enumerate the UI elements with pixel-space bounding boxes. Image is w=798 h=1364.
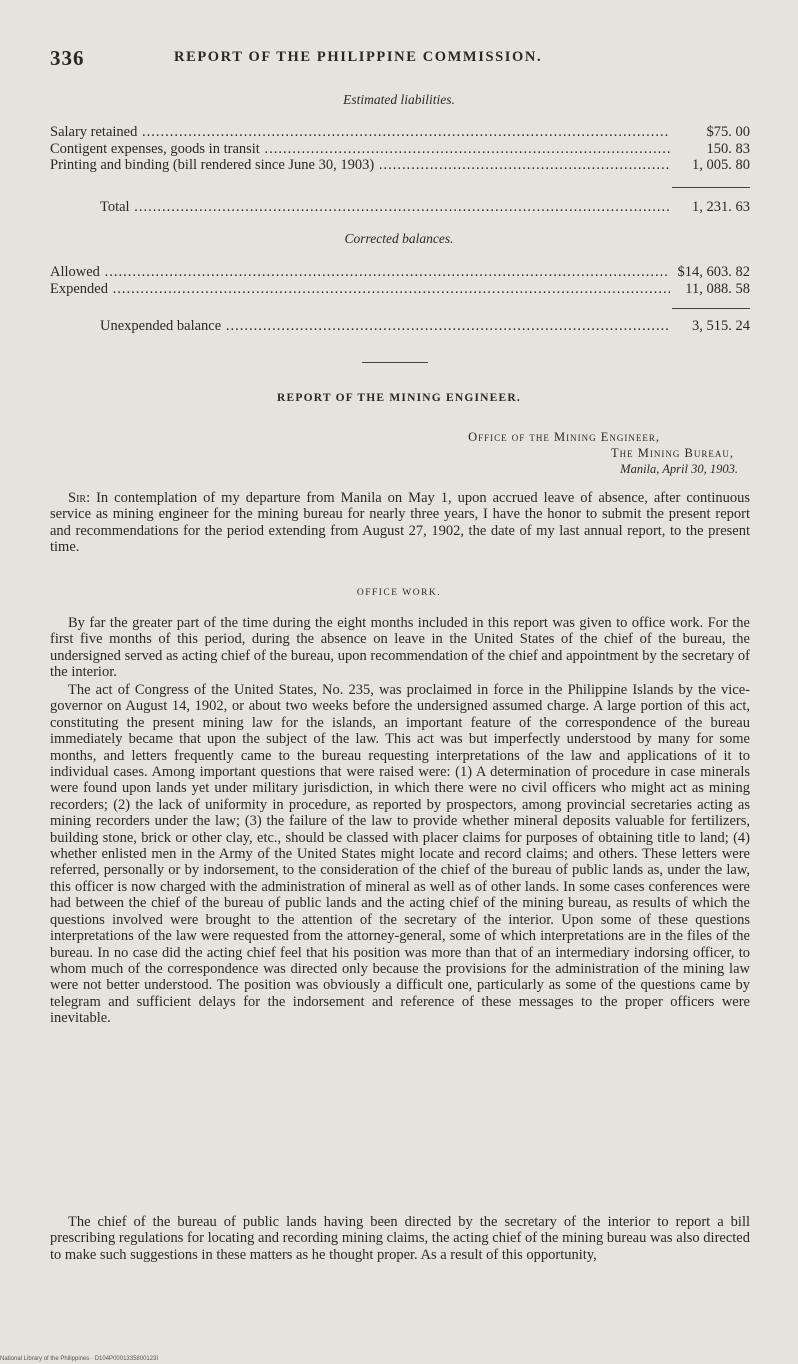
body-paragraph: By far the greater part of the time during the eight months included in this report was given to office work. For the first five months of this period, during the absence on leave in the United States of the chief of the bureau, the undersigned served as acting chief of the bureau, upon recommendation of the chief and appointment by the secretary of the interior. bbox=[50, 615, 750, 681]
address-line: Office of the Mining Engineer, bbox=[468, 430, 660, 444]
ledger-amount: 11, 088. 58 bbox=[685, 280, 750, 297]
estimated-liabilities-total bbox=[50, 199, 750, 216]
report-title: REPORT OF THE MINING ENGINEER. bbox=[276, 392, 521, 404]
total-amount: 3, 515. 24 bbox=[692, 318, 750, 334]
ledger-amount: $14, 603. 82 bbox=[677, 264, 750, 280]
running-title: REPORT OF THE PHILIPPINE COMMISSION. bbox=[174, 49, 543, 65]
address-line: The Mining Bureau, bbox=[611, 446, 734, 460]
ledger-label: Salary retained ..... bbox=[50, 124, 670, 141]
sum-rule bbox=[672, 308, 750, 309]
page-number: 336 bbox=[50, 46, 85, 70]
intro-text: In contemplation of my departure from Manila on May 1, upon accrued leave of absence, after continuous service as mining engineer for the mining bureau for nearly three years, I have the honor to submit the present report and recommendations for the period extending from August 27, 1902, the date of my last annual report, to the present time. bbox=[50, 490, 751, 556]
estimated-liabilities-table bbox=[50, 124, 750, 174]
total-amount: 1, 231. 63 bbox=[692, 199, 750, 215]
ledger-total-row bbox=[50, 199, 750, 216]
letter-date: Manila, April 30, 1903. bbox=[620, 462, 738, 476]
ledger-row bbox=[50, 264, 750, 281]
section-divider bbox=[362, 362, 428, 363]
ledger-amount: 150. 83 bbox=[706, 140, 750, 157]
letter-address bbox=[468, 429, 738, 477]
scan-footer: National Library of the Philippines · D104P0001335800123I bbox=[0, 1356, 159, 1362]
ledger-label: Printing and binding (bill rendered since June 30, 1903) ..... bbox=[50, 157, 670, 174]
ledger-row bbox=[50, 124, 750, 141]
sum-rule bbox=[672, 187, 750, 188]
ledger-total-row bbox=[50, 318, 750, 335]
intro-paragraph bbox=[50, 490, 750, 556]
ledger-label: Allowed ..... bbox=[50, 264, 670, 281]
running-head bbox=[50, 46, 750, 72]
body-paragraph: The chief of the bureau of public lands having been directed by the secretary of the interior to report a bill prescribing regulations for locating and recording mining claims, the acting chief of the mining bureau was also directed to make such suggestions in these matters as he thought proper. As a result of this opportunity, bbox=[50, 1214, 750, 1263]
ledger-row bbox=[50, 281, 750, 298]
ledger-label: Expended ..... bbox=[50, 281, 670, 298]
ledger-row bbox=[50, 141, 750, 158]
total-label: Unexpended balance ..... bbox=[100, 318, 670, 335]
body-paragraph: The act of Congress of the United States, No. 235, was proclaimed in force in the Philippine Islands by the vice-governor on August 14, 1902, or about two weeks before the undersigned assumed charge. A large portion of this act, constituting the present mining law for the islands, an important feature of the correspondence of the bureau immediately became that upon the subject of the law. This act was but imperfectly understood by many for some months, and letters frequently came to the bureau requesting interpretations of the law and applications of it to individual cases. Among important questions that were raised were: (1) A determination of procedure in case minerals were found upon lands yet under military jurisdiction, in which there were no civil officers who might act as mining recorders; (2) the lack of uniformity in procedure, as reported by prospectors, among provincial secretaries acting as mining recorders under the law; (3) the failure of the law to provide whether mineral deposits valuable for fertilizers, building stone, brick or other clay, etc., should be classed with placer claims for purposes of obtaining title to land; (4) whether enlisted men in the Army of the United States might locate and record claims; and others. These letters were referred, personally or by indorsement, to the consideration of the chief of the bureau of public lands as, under the law, this officer is now charged with the administration of mineral as well as of other lands. In some cases conferences were had between the chief of the bureau of public lands and the acting chief of the mining bureau, as results of which the questions involved were brought to the attention of the secretary of the interior. Upon some of these questions interpretations of the law were requested from the attorney-general, some of which interpretations are in the files of the bureau. In no case did the acting chief feel that his position was more than that of an intermediary indorsing officer, to whom much of the correspondence was directed only because the provisions for the administration of the mining law were not better understood. The position was obviously a difficult one, particularly as some of the questions came by telegram and sufficient delays for the indorsement and reference of these messages to the proper officers were inevitable. bbox=[50, 682, 750, 1027]
salutation: Sir: bbox=[68, 490, 91, 506]
corrected-balances-total bbox=[50, 318, 750, 335]
ledger-label: Contigent expenses, goods in transit ..... bbox=[50, 141, 670, 158]
corrected-balances-caption: Corrected balances. bbox=[344, 231, 454, 246]
corrected-balances-table bbox=[50, 264, 750, 297]
estimated-liabilities-caption: Estimated liabilities. bbox=[343, 92, 455, 107]
ledger-amount: $75. 00 bbox=[706, 124, 750, 140]
office-work-heading: OFFICE WORK. bbox=[356, 588, 442, 598]
ledger-amount: 1, 005. 80 bbox=[692, 157, 750, 173]
ledger-row bbox=[50, 157, 750, 174]
total-label: Total ..... bbox=[100, 199, 670, 216]
